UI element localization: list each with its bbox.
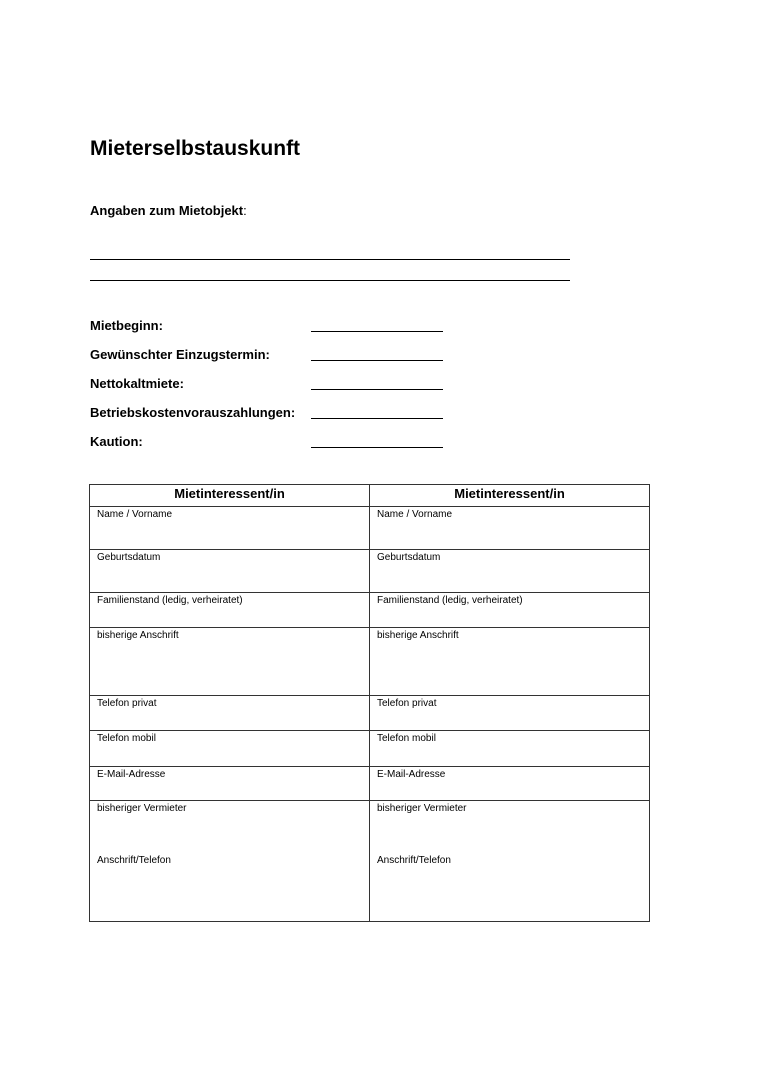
cell-label: Familienstand (ledig, verheiratet)	[97, 595, 243, 606]
tenant-2-name-cell[interactable]	[370, 507, 650, 550]
field-row-betriebskosten	[90, 405, 450, 423]
field-row-nettokaltmiete	[90, 376, 450, 394]
table-row	[90, 550, 650, 593]
tenant-2-previous-landlord-cell[interactable]	[370, 801, 650, 922]
tenant-2-birthdate-cell[interactable]	[370, 550, 650, 593]
field-row-einzugstermin	[90, 347, 450, 365]
tenant-2-marital-status-cell[interactable]	[370, 593, 650, 628]
field-label-einzugstermin: Gewünschter Einzugstermin:	[90, 347, 270, 362]
table-row	[90, 801, 650, 922]
tenant-1-email-cell[interactable]	[90, 767, 370, 801]
field-input-betriebskosten[interactable]	[311, 418, 443, 419]
cell-label: Telefon mobil	[377, 733, 436, 744]
field-row-mietbeginn	[90, 318, 450, 336]
field-input-einzugstermin[interactable]	[311, 360, 443, 361]
tenant-1-previous-landlord-cell[interactable]	[90, 801, 370, 922]
tenant-2-email-cell[interactable]	[370, 767, 650, 801]
table-row	[90, 593, 650, 628]
cell-label: bisheriger Vermieter	[97, 803, 187, 814]
field-label-kaution: Kaution:	[90, 434, 143, 449]
tenant-2-phone-private-cell[interactable]	[370, 696, 650, 731]
cell-label: Name / Vorname	[97, 509, 173, 520]
tenant-1-marital-status-cell[interactable]	[90, 593, 370, 628]
property-heading	[90, 203, 247, 219]
table-row	[90, 767, 650, 801]
tenant-1-address-cell[interactable]	[90, 628, 370, 696]
cell-label: Telefon mobil	[97, 733, 156, 744]
field-row-kaution	[90, 434, 450, 452]
property-heading-colon: :	[243, 203, 247, 218]
cell-label: Geburtsdatum	[97, 552, 161, 563]
tenant-2-address-cell[interactable]	[370, 628, 650, 696]
property-heading-label: Angaben zum Mietobjekt	[90, 203, 244, 218]
cell-label: bisherige Anschrift	[97, 630, 179, 641]
field-input-mietbeginn[interactable]	[311, 331, 443, 332]
field-label-mietbeginn: Mietbeginn:	[90, 318, 163, 333]
tenant-1-name-cell[interactable]	[90, 507, 370, 550]
page-title: Mieterselbstauskunft	[90, 137, 301, 160]
cell-label: Name / Vorname	[377, 509, 453, 520]
cell-label: Telefon privat	[97, 698, 157, 709]
tenant-1-header: Mietinteressent/in	[90, 485, 370, 507]
field-label-betriebskosten: Betriebskostenvorauszahlungen:	[90, 405, 296, 420]
tenant-1-phone-private-cell[interactable]	[90, 696, 370, 731]
field-input-kaution[interactable]	[311, 447, 443, 448]
field-label-nettokaltmiete: Nettokaltmiete:	[90, 376, 184, 391]
cell-label: Familienstand (ledig, verheiratet)	[377, 595, 523, 606]
tenant-table	[89, 484, 650, 922]
cell-label: E-Mail-Adresse	[97, 769, 166, 780]
tenant-1-phone-mobile-cell[interactable]	[90, 731, 370, 767]
cell-label: bisherige Anschrift	[377, 630, 459, 641]
table-row	[90, 731, 650, 767]
cell-label: bisheriger Vermieter	[377, 803, 467, 814]
cell-label: Telefon privat	[377, 698, 437, 709]
property-input-line-2[interactable]	[90, 280, 570, 281]
cell-label: Anschrift/Telefon	[377, 855, 451, 866]
cell-label: Anschrift/Telefon	[97, 855, 171, 866]
tenant-2-phone-mobile-cell[interactable]	[370, 731, 650, 767]
table-row	[90, 628, 650, 696]
cell-label: Geburtsdatum	[377, 552, 441, 563]
cell-label: E-Mail-Adresse	[377, 769, 446, 780]
field-input-nettokaltmiete[interactable]	[311, 389, 443, 390]
table-row	[90, 696, 650, 731]
table-row	[90, 507, 650, 550]
tenant-2-header: Mietinteressent/in	[370, 485, 650, 507]
tenant-table-header-row	[90, 485, 650, 507]
tenant-1-birthdate-cell[interactable]	[90, 550, 370, 593]
property-input-line-1[interactable]	[90, 259, 570, 260]
